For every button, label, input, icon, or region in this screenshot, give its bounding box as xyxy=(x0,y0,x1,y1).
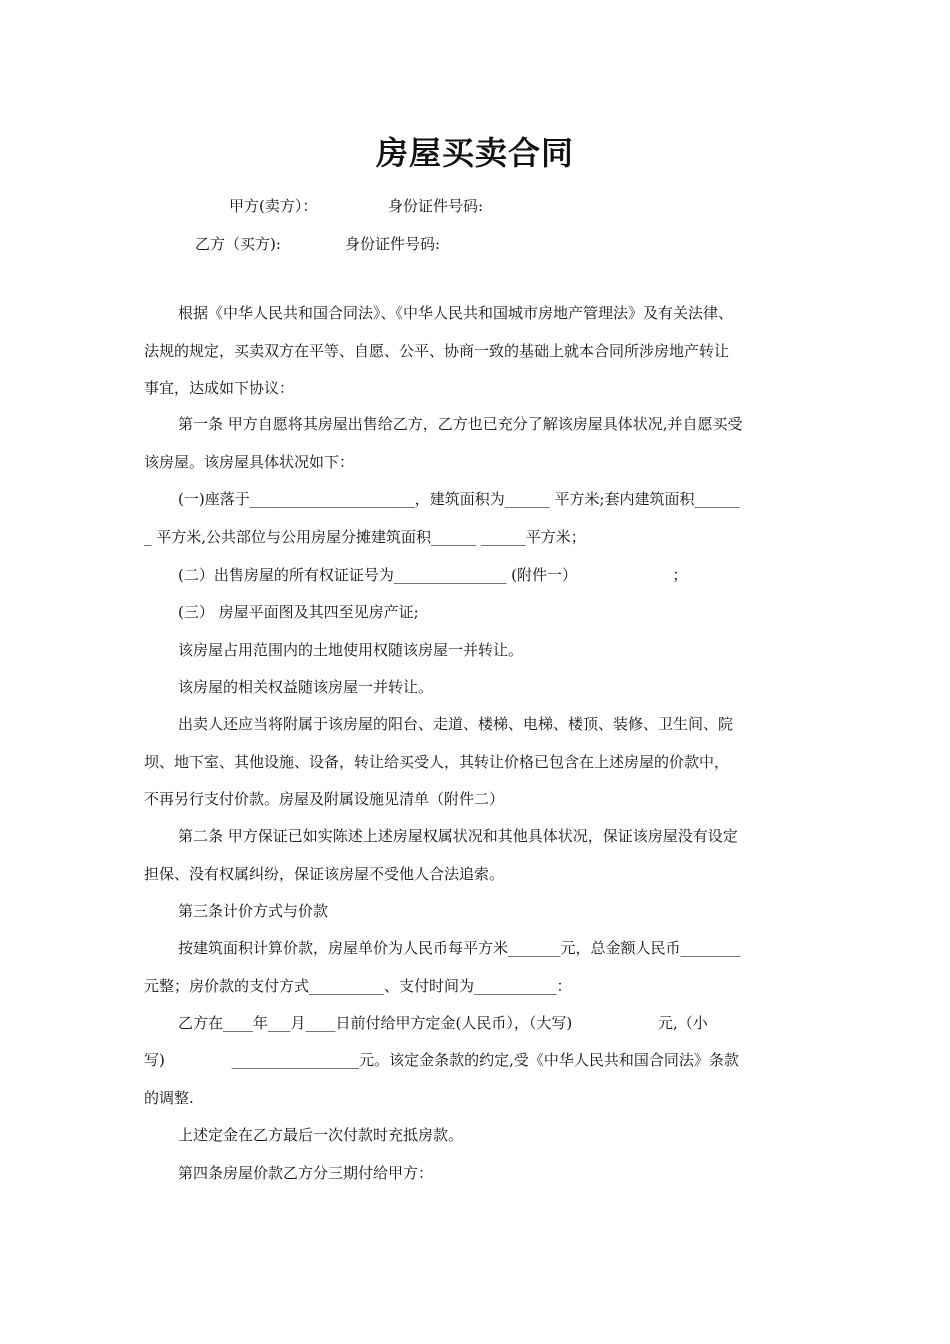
document-title: 房屋买卖合同 xyxy=(375,134,574,172)
body-line: 第一条 甲方自愿将其房屋出售给乙方，乙方也已充分了解该房屋具体状况,并自愿买受 xyxy=(178,415,743,433)
body-line: 的调整. xyxy=(144,1089,194,1107)
body-line: _ 平方米,公共部位与公用房屋分摊建筑面积______ ______平方米； xyxy=(144,528,586,546)
body-line: 写) _________________元。该定金条款的约定,受《中华人民共和国合同法》条款 xyxy=(144,1051,739,1069)
body-line: (三） 房屋平面图及其四至见房产证; xyxy=(178,603,419,621)
body-line: 该房屋的相关权益随该房屋一并转让。 xyxy=(178,678,434,696)
body-line: 根据《中华人民共和国合同法》、《中华人民共和国城市房地产管理法》及有关法律、 xyxy=(178,304,734,322)
body-line: 不再另行支付价款。房屋及附属设施见清单（附件二） xyxy=(144,790,505,808)
body-line: 该房屋占用范围内的土地使用权随该房屋一并转让。 xyxy=(178,641,524,659)
body-line: 坝、地下室、其他设施、设备，转让给买受人，其转让价格已包含在上述房屋的价款中， xyxy=(144,753,730,771)
body-line: 按建筑面积计算价款，房屋单价为人民币每平方米_______元，总金额人民币________ xyxy=(178,939,741,957)
body-line: 第二条 甲方保证已如实陈述上述房屋权属状况和其他具体状况，保证该房屋没有设定 xyxy=(178,827,738,845)
body-line: 上述定金在乙方最后一次付款时充抵房款。 xyxy=(178,1126,464,1144)
party-b-id-label: 身份证件号码: xyxy=(345,235,441,253)
body-line: 出卖人还应当将附属于该房屋的阳台、走道、楼梯、电梯、楼顶、装修、卫生间、院 xyxy=(178,715,734,733)
party-b-label: 乙方（买方): xyxy=(195,235,281,253)
body-line: (二）出售房屋的所有权证证号为_______________ (附件一） ； xyxy=(178,566,688,584)
body-line: 乙方在____年___月____日前付给甲方定金(人民币），（大写) 元,（小 xyxy=(178,1014,708,1032)
body-line: (一)座落于______________________，建筑面积为______ 平方米;套内建筑面积______ xyxy=(178,490,740,508)
body-line: 第三条计价方式与价款 xyxy=(178,902,329,920)
body-line: 该房屋。该房屋具体状况如下： xyxy=(144,453,355,471)
body-line: 事宜，达成如下协议： xyxy=(144,379,295,397)
body-line: 法规的规定，买卖双方在平等、自愿、公平、协商一致的基础上就本合同所涉房地产转让 xyxy=(144,342,730,360)
party-a-label: 甲方(卖方）： xyxy=(229,197,318,215)
party-a-id-label: 身份证件号码: xyxy=(388,197,484,215)
body-line: 担保、没有权属纠纷，保证该房屋不受他人合法追索。 xyxy=(144,865,505,883)
body-line: 元整；房价款的支付方式__________、支付时间为___________： xyxy=(144,977,572,995)
body-line: 第四条房屋价款乙方分三期付给甲方： xyxy=(178,1164,434,1182)
